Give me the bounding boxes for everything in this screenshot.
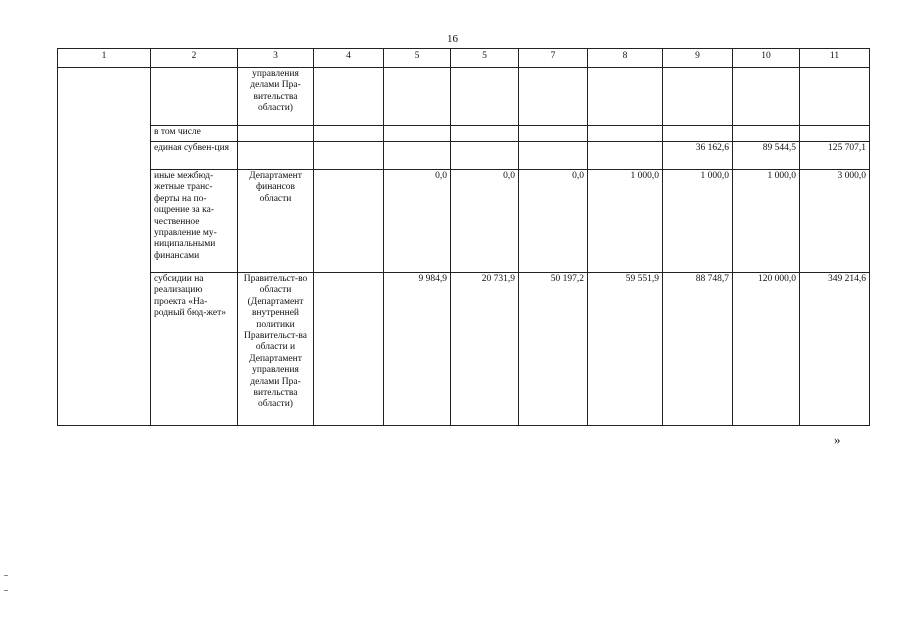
value-cell bbox=[384, 142, 451, 170]
value-cell bbox=[800, 68, 870, 126]
executor-cell bbox=[238, 142, 314, 170]
value-cell bbox=[733, 68, 800, 126]
value-cell: 0,0 bbox=[384, 170, 451, 273]
value-cell bbox=[519, 126, 588, 142]
value-cell: 349 214,6 bbox=[800, 273, 870, 426]
item-name-cell: иные межбюд-жетные транс-ферты на по-ощрение за ка-чественное управление му-ниципальными финансами bbox=[151, 170, 238, 273]
table-row bbox=[58, 126, 870, 142]
value-cell: 20 731,9 bbox=[451, 273, 519, 426]
value-cell bbox=[663, 68, 733, 126]
header-cell: 5 bbox=[384, 49, 451, 68]
header-cell: 5 bbox=[451, 49, 519, 68]
value-cell bbox=[588, 68, 663, 126]
header-cell: 8 bbox=[588, 49, 663, 68]
col1-cell bbox=[58, 68, 151, 426]
value-cell: 0,0 bbox=[451, 170, 519, 273]
table-row bbox=[58, 68, 870, 126]
value-cell: 88 748,7 bbox=[663, 273, 733, 426]
value-cell bbox=[519, 142, 588, 170]
value-cell bbox=[314, 142, 384, 170]
value-cell bbox=[451, 126, 519, 142]
budget-table bbox=[57, 48, 870, 426]
executor-cell: управления делами Пра-вительства области) bbox=[238, 68, 314, 126]
header-row bbox=[58, 49, 870, 68]
value-cell: 0,0 bbox=[519, 170, 588, 273]
header-cell: 2 bbox=[151, 49, 238, 68]
value-cell bbox=[519, 68, 588, 126]
value-cell bbox=[384, 68, 451, 126]
closing-quote: » bbox=[834, 432, 841, 447]
value-cell: 3 000,0 bbox=[800, 170, 870, 273]
value-cell: 125 707,1 bbox=[800, 142, 870, 170]
header-cell: 1 bbox=[58, 49, 151, 68]
executor-cell bbox=[238, 126, 314, 142]
value-cell bbox=[314, 68, 384, 126]
item-name-cell bbox=[151, 68, 238, 126]
value-cell: 120 000,0 bbox=[733, 273, 800, 426]
table-row bbox=[58, 273, 870, 426]
value-cell bbox=[314, 170, 384, 273]
header-cell: 3 bbox=[238, 49, 314, 68]
header-cell: 7 bbox=[519, 49, 588, 68]
table-row bbox=[58, 170, 870, 273]
value-cell bbox=[588, 142, 663, 170]
value-cell: 9 984,9 bbox=[384, 273, 451, 426]
item-name-cell: единая субвен-ция bbox=[151, 142, 238, 170]
header-cell: 9 bbox=[663, 49, 733, 68]
header-cell: 11 bbox=[800, 49, 870, 68]
margin-tick bbox=[4, 590, 8, 591]
header-cell: 4 bbox=[314, 49, 384, 68]
value-cell bbox=[733, 126, 800, 142]
value-cell: 50 197,2 bbox=[519, 273, 588, 426]
executor-cell: Правительст-во области (Департамент внутренней политики Правительст-ва области и Департамент управления делами Пра-вительства области) bbox=[238, 273, 314, 426]
value-cell bbox=[451, 68, 519, 126]
value-cell: 1 000,0 bbox=[588, 170, 663, 273]
value-cell bbox=[314, 126, 384, 142]
value-cell: 89 544,5 bbox=[733, 142, 800, 170]
value-cell: 1 000,0 bbox=[733, 170, 800, 273]
executor-cell: Департамент финансов области bbox=[238, 170, 314, 273]
item-name-cell: в том числе bbox=[151, 126, 238, 142]
value-cell: 59 551,9 bbox=[588, 273, 663, 426]
value-cell bbox=[314, 273, 384, 426]
value-cell bbox=[384, 126, 451, 142]
value-cell bbox=[451, 142, 519, 170]
table-row bbox=[58, 142, 870, 170]
value-cell: 1 000,0 bbox=[663, 170, 733, 273]
margin-tick bbox=[4, 575, 8, 576]
item-name-cell: субсидии на реализацию проекта «На-родный бюд-жет» bbox=[151, 273, 238, 426]
value-cell: 36 162,6 bbox=[663, 142, 733, 170]
value-cell bbox=[800, 126, 870, 142]
value-cell bbox=[663, 126, 733, 142]
page-number: 16 bbox=[447, 33, 458, 45]
header-cell: 10 bbox=[733, 49, 800, 68]
value-cell bbox=[588, 126, 663, 142]
